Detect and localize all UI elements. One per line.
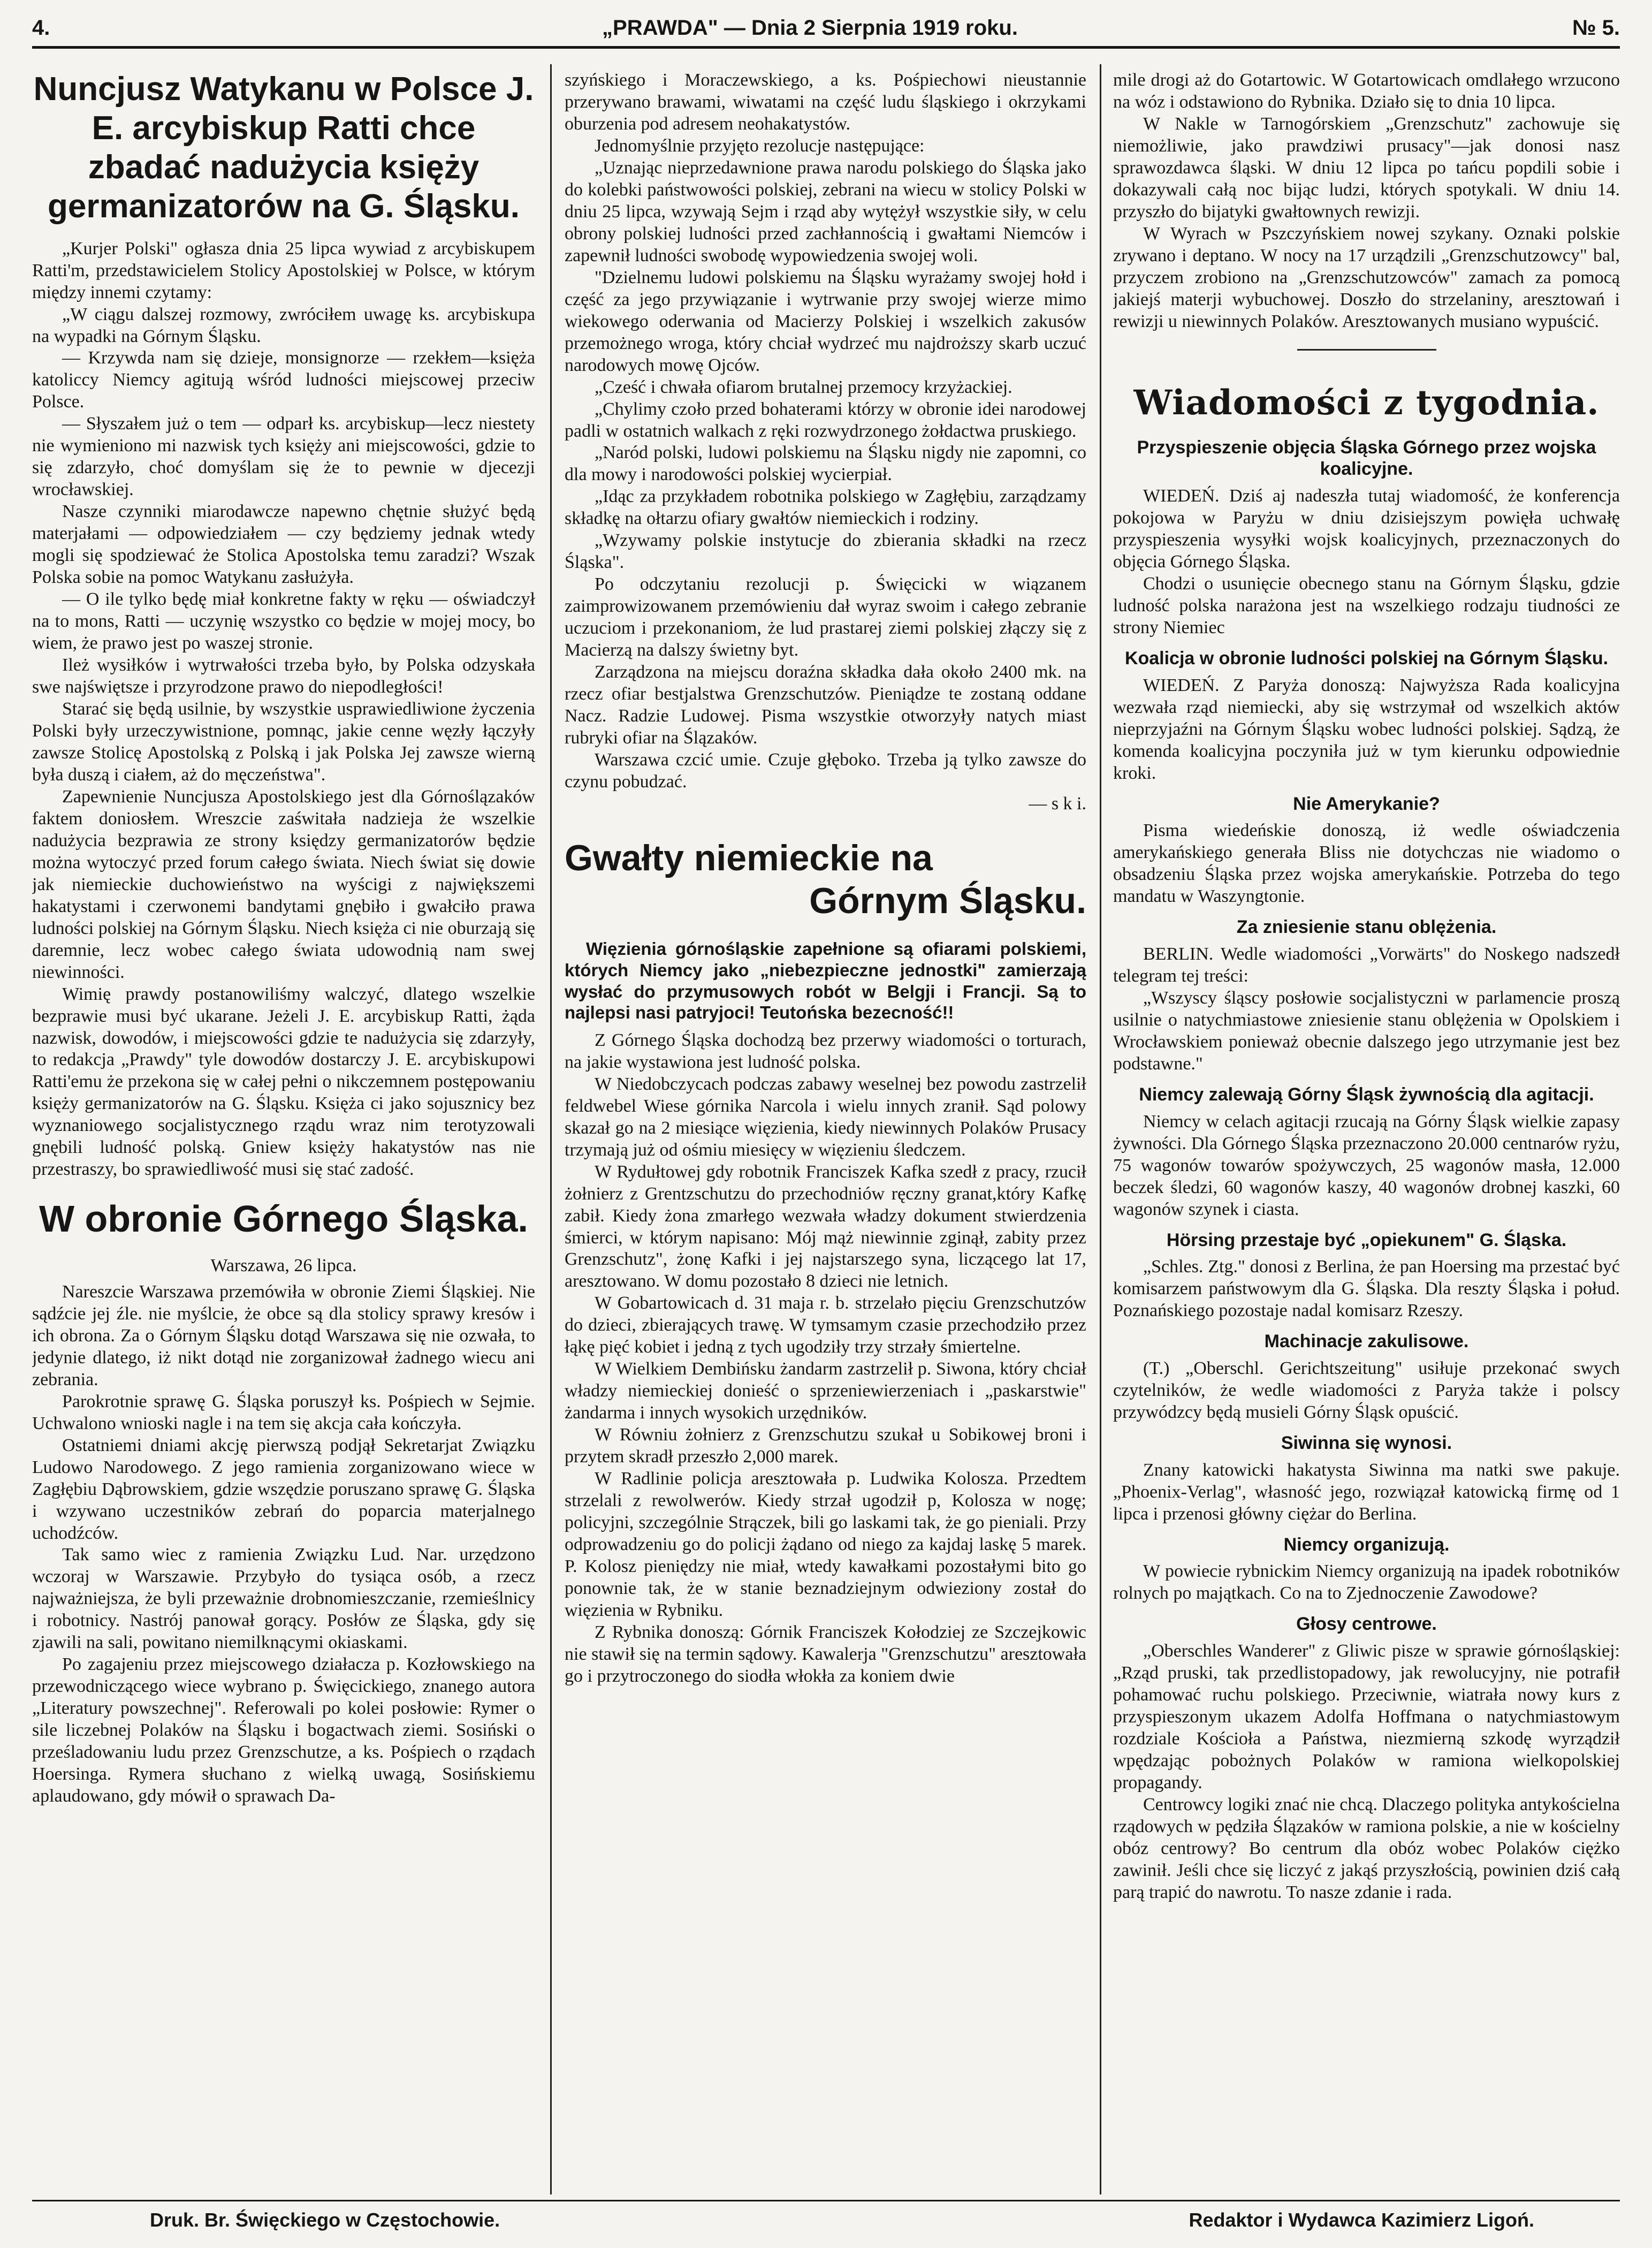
- paragraph: BERLIN. Wedle wiadomości „Vorwärts" do Noskego nadszedł telegram tej treści:: [1113, 944, 1620, 986]
- paragraph: (T.) „Oberschl. Gerichtszeitung" usiłuje przekonać swych czytelników, że wedle wiadomości z Paryża także i polscy przywódzcy będą musieli Górny Śląsk opuścić.: [1113, 1358, 1620, 1422]
- column-3: [1113, 70, 1620, 2200]
- paragraph: Znany katowicki hakatysta Siwinna ma natki swe pakuje. „Phoenix-Verlag", własność jego, rozwiązał katowicką firmę od 1 lipca i przenosi główny ciężar do Berlina.: [1113, 1460, 1620, 1524]
- page-header: [32, 11, 1620, 45]
- paragraph: Zarządzona na miejscu doraźna składka dała około 2400 mk. na rzecz ofiar bestjalstwa Grenzschutzów. Pieniądze te zostaną oddane Nacz. Radzie Ludowej. Pisma wszystkie otworzyły natych miast rubryki ofiar na Ślązaków.: [565, 662, 1086, 748]
- news-subhead: Hörsing przestaje być „opiekunem" G. Śląska.: [1166, 1229, 1567, 1250]
- headline-obrona: W obronie Górnego Śląska.: [39, 1198, 529, 1240]
- paragraph: "Dzielnemu ludowi polskiemu na Śląsku wyrażamy swojej hołd i część za jego przywiązanie i wytrwanie przy swojej wierze mimo wiekowego oderwania od Macierzy Polskiej i wszelkich zakusów przemożnego wroga, który chciał wydrzeć mu najdroższy skarb uczuć narodowych mowę Ojców.: [565, 267, 1086, 375]
- paragraph: W Nakle w Tarnogórskiem „Grenzschutz" zachowuje się niemożliwie, jako prawdziwi prusacy"—jak donosi nasz sprawozdawca śląski. W dniu 12 lipca po tańcu popdili sobie i dokazywali całą noc bijąc ludzi, których spotykali. W dniu 14. przyszło do bijatyki gwałtownych rewizji.: [1113, 113, 1620, 222]
- lead-paragraph: Więzienia górnośląskie zapełnione są ofiarami polskiemi, których Niemcy jako „niebezpieczne jednostki" zamierzają wysłać do przymusowych robót w Belgji i Francji. Są to najlepsi nasi patryjoci! Teutońska bezecność!!: [565, 939, 1086, 1023]
- paragraph: Z Górnego Śląska dochodzą bez przerwy wiadomości o torturach, na jakie wystawiona jest ludność polska.: [565, 1030, 1086, 1072]
- paragraph: mile drogi aż do Gotartowic. W Gotartowicach omdlałego wrzucono na wóz i odstawiono do Rybnika. Działo się to dnia 10 lipca.: [1113, 70, 1620, 112]
- signature: — s k i.: [1029, 793, 1086, 814]
- paragraph: Po odczytaniu rezolucji p. Święcicki w wiązanem zaimprowizowanem przemówieniu dał wyraz swoim i całego zebranie uczuciom i przekonaniom, że lud prastarej ziemi polskiej złączy się z Macierzą na dalszy świetny byt.: [565, 574, 1086, 660]
- news-subhead: Nie Amerykanie?: [1293, 793, 1440, 814]
- paragraph: „Chylimy czoło przed bohaterami którzy w obronie idei narodowej padli w ostatnich walkach z ręki rozwydrzonego żołdactwa pruskiego.: [565, 399, 1086, 441]
- article-nuncjusz: [32, 70, 535, 1181]
- news-subhead: Niemcy zalewają Górny Śląsk żywnością dla agitacji.: [1139, 1084, 1594, 1105]
- paragraph: Z Rybnika donoszą: Górnik Franciszek Kołodziej ze Szczejkowic nie stawił się na termin sądowy. Kawalerja "Grenzschutzu" aresztowała go i przytroczonego do siodła włokła za koniem dwie: [565, 1622, 1086, 1686]
- paragraph: — O ile tylko będę miał konkretne fakty w ręku — oświadczył na to mons, Ratti — uczynię wszystko co będzie w mojej mocy, bo wiem, że prawo jest po waszej stronie.: [32, 589, 535, 654]
- paragraph: „Wszyscy śląscy posłowie socjalistyczni w parlamencie proszą usilnie o natychmiastowe zniesienie stanu oblężenia w Opolskiem i Wrocławskiem ponieważ obecnie dalszego jego utrzymanie jest bez podstawne.": [1113, 988, 1620, 1074]
- news-subhead: Przyspieszenie objęcia Śląska Górnego przez wojska koalicyjne.: [1137, 437, 1596, 480]
- article-obrona-continued: [565, 70, 1086, 815]
- paragraph: „Kurjer Polski" ogłasza dnia 25 lipca wywiad z arcybiskupem Ratti'm, przedstawicielem Stolicy Apostolskiej w Polsce, w którym między innemi czytamy:: [32, 238, 535, 302]
- paragraph: „Schles. Ztg." donosi z Berlina, że pan Hoersing ma przestać być komisarzem państwowym dla G. Śląska. Dla reszty Śląska i połud. Poznańskiego pozostaje nadal komisarz Rzeszy.: [1113, 1257, 1620, 1321]
- paragraph: Jednomyślnie przyjęto rezolucje następujące:: [595, 135, 925, 156]
- paragraph: W Gobartowicach d. 31 maja r. b. strzelało pięciu Grenzschutzów do dzieci, zbierających trawę. W tymsamym czasie przechodziło przez łąkę pięć kobiet i jedną z tych ugodziły trzy strzały śmiertelne.: [565, 1293, 1086, 1357]
- paragraph: W Wyrach w Pszczyńskiem nowej szykany. Oznaki polskie zrywano i deptano. W nocy na 17 urządzili „Grenzschutzowcy" bal, przyczem zrobiono na „Grenzschutzowców" zamach za pomocą jakiejś materji wybuchowej. Doszło do strzelaniny, aresztowań i rewizji u niewinnych Polaków. Aresztowanych musiano wypuścić.: [1113, 223, 1620, 331]
- paragraph: „Cześć i chwała ofiarom brutalnej przemocy krzyżackiej.: [595, 377, 1012, 397]
- paragraph: W powiecie rybnickim Niemcy organizują na ipadek robotników rolnych po majątkach. Co na to Zjednoczenie Zawodowe?: [1113, 1561, 1620, 1604]
- paragraph: Po zagajeniu przez miejscowego działacza p. Kozłowskiego na przewodniczącego wiece wybrano p. Święcickiego, znanego autora „Literatury powszechnej". Referowali po kolei posłowie: Rymer o sile liczebnej Polaków na Śląsku i bogactwach ziemi. Sosiński o prześladowaniu ludu przez Grenzschutze, a ks. Pośpiech o rządach Hoersinga. Rymera słuchano z wielką uwagą, Sosińskiemu aplaudowano, gdy mówił o sprawach Da-: [32, 1654, 535, 1806]
- paragraph: W Równiu żołnierz z Grenzschutzu szukał u Sobikowej broni i przytem skradł przeszło 2,000 marek.: [565, 1425, 1086, 1467]
- page-number: 4.: [32, 16, 50, 40]
- paragraph: Tak samo wiec z ramienia Związku Lud. Nar. urzędzono wczoraj w Warszawie. Przybyło do tysiąca osób, a rzecz najważniejsza, że byli przeważnie drobnomieszczanie, rzemieślnicy i robotnicy. Nastrój panował gorący. Posłów ze Śląska, gdy się zjawili na sali, powitano niemilknącymi okiaskami.: [32, 1545, 535, 1653]
- news-subhead: Siwinna się wynosi.: [1281, 1432, 1452, 1453]
- headline-line: Gwałty niemieckie na: [565, 837, 933, 878]
- editor-credit: Redaktor i Wydawca Kazimierz Ligoń.: [1189, 2209, 1534, 2231]
- masthead-line: „PRAWDA" — Dnia 2 Sierpnia 1919 roku.: [602, 16, 1018, 40]
- news-subhead: Niemcy organizują.: [1283, 1534, 1450, 1555]
- paragraph: Centrowcy logiki znać nie chcą. Dlaczego polityka antykościelna rządowych w pędziła Ślązaków w ramiona polskie, a nie w kościelny obóz centrowy? Bo centrum dla obóz wobec Polaków ciężko zawinił. Jeśli chce się liczyć z jakąś przyszłością, powinien dziś całą parą trapić do nawrotu. To nasze zdanie i rada.: [1113, 1794, 1620, 1902]
- newspaper-page: [32, 11, 1620, 2237]
- section-divider: [1297, 349, 1436, 351]
- column-2: [565, 70, 1086, 2200]
- headline-gwalty: [565, 837, 1086, 922]
- section-title: Wiadomości z tygodnia.: [1133, 382, 1600, 423]
- column-divider-1: [550, 64, 552, 2194]
- headline-nuncjusz: Nuncjusz Watykanu w Polsce J. E. arcybiskup Ratti chce zbadać nadużycia księży germanizatorów na G. Śląsku.: [33, 71, 534, 225]
- paragraph: — Słyszałem już o tem — odparł ks. arcybiskup—lecz niestety nie wymieniono mi nazwisk tych księży ani miejscowości, gdzie to się zdarzyło, choć domyślam się że to pewnie w djecezji wrocławskiej.: [32, 414, 535, 500]
- paragraph: W Rydułtowej gdy robotnik Franciszek Kafka szedł z pracy, rzucił żołnierz z Grentzschutzu do przechodniów ręczny granat,który Kafkę zabił. Kiedy żona zmarłego wezwała władzy dokument stwierdzenia śmierci, w którym napisano: Mój mąż niewinnie zginął, zabity przez Grenzschutz", żonę Kafki i jej najstarszego syna, liczącego lat 17, aresztowano. W domu pozostało 8 dzieci nie letnich.: [565, 1161, 1086, 1292]
- paragraph: WIEDEŃ. Z Paryża donoszą: Najwyższa Rada koalicyjna wezwała rząd niemiecki, aby się wstrzymał od wszelkich aktów nieprzyjaźni na Górnym Śląsku wobec ludności polskiej. Sądzą, że komenda koalicyjna poczyniła już w tym kierunku odpowiednie kroki.: [1113, 675, 1620, 783]
- paragraph: szyńskiego i Moraczewskiego, a ks. Pośpiechowi nieustannie przerywano brawami, wiwatami na część ludu śląskiego i okrzykami oburzenia pod adresem neohakatystów.: [565, 70, 1086, 134]
- paragraph: Nareszcie Warszawa przemówiła w obronie Ziemi Śląskiej. Nie sądźcie jej źle. nie myślcie, że obce są dla stolicy sprawy kresów i ich obrona. Za o Górnym Śląsku dotąd Warszawa się nie ozwała, to jedynie dlatego, iż nikt dotąd nie zorganizował żadnego wiecu ani zebrania.: [32, 1281, 535, 1389]
- footer-rule: [32, 2200, 1620, 2201]
- dateline: Warszawa, 26 lipca.: [210, 1255, 357, 1275]
- paragraph: Wimię prawdy postanowiliśmy walczyć, dlatego wszelkie bezprawie musi być ukarane. Jeżeli J. E. arcybiskup Ratti, żąda nazwisk, dowodów, i miejscowości gdzie te nadużycia się zdarzyły, to redakcja „Prawdy" tyle dowodów dostarczy J. E. arcybiskupowi Ratti'emu że przekona się w całej pełni o nikczemnem postępowaniu księży germanizatorów na G. Śląsku. Księża ci jako sojusznicy bez wyznaniowego socjalistycznego rządu wraz nim terotyzowali gnębili ludność polską. Gniew księży hakatystów nas nie przestraszy, bo sprawiedliwość musi się stać zadość.: [32, 984, 535, 1180]
- article-gwalty-continued: [1113, 70, 1620, 333]
- paragraph: Warszawa czcić umie. Czuje głęboko. Trzeba ją tylko zawsze do czynu pobudzać.: [565, 750, 1086, 792]
- paragraph: „W ciągu dalszej rozmowy, zwróciłem uwagę ks. arcybiskupa na wypadki na Górnym Śląsku.: [32, 304, 535, 346]
- header-rule: [32, 46, 1620, 49]
- paragraph: Ileż wysiłków i wytrwałości trzeba było, by Polska odzyskała swe najświętsze i przyrodzone prawo do niepodległości!: [32, 655, 535, 697]
- column-divider-2: [1100, 64, 1101, 2194]
- paragraph: Niemcy w celach agitacji rzucają na Górny Śląsk wielkie zapasy żywności. Dla Górnego Śląska przeznaczono 20.000 centnarów ryżu, 75 wagonów towarów spożywczych, 25 wagonów masła, 12.000 beczek śledzi, 60 wagonów kaszy, 40 wagonów drobnej kaszki, 60 wagonów szynek i ciasta.: [1113, 1111, 1620, 1219]
- paragraph: Parokrotnie sprawę G. Śląska poruszył ks. Pośpiech w Sejmie. Uchwalono wnioski nagle i na tem się akcja cała kończyła.: [32, 1391, 535, 1433]
- article-gwalty: [565, 837, 1086, 1688]
- paragraph: WIEDEŃ. Dziś aj nadeszła tutaj wiadomość, że konferencja pokojowa w Paryżu w dniu dzisiejszym powięła uchwałę przyspieszenia wysyłki wojsk koalicyjnych, przeznaczonych do objęcia Górnego Śląska.: [1113, 486, 1620, 572]
- printer-credit: Druk. Br. Święckiego w Częstochowie.: [150, 2209, 500, 2231]
- column-1: [32, 70, 535, 2200]
- news-subhead: Za zniesienie stanu oblężenia.: [1236, 917, 1497, 938]
- paragraph: W Radlinie policja aresztowała p. Ludwika Kolosza. Przedtem strzelali z rewolwerów. Kiedy strzał ugodził p, Kolosza w nogę; policyjni, szczególnie Strączek, bili go laskami tak, że go pieniali. Przy odprowadzeniu go do policji żądano od niego za kajdaj laskę 5 marek. P. Kolosz pieniędzy nie miał, wtedy kawałkami pozostałymi bito go ponownie tak, że w stanie beznadziejnym odwieziony został do więzienia w Rybniku.: [565, 1469, 1086, 1620]
- paragraph: Chodzi o usunięcie obecnego stanu na Górnym Śląsku, gdzie ludność polska narażona jest na wszelkiego rodzaju tiudności ze strony Niemiec: [1113, 574, 1620, 638]
- page-footer: [32, 2205, 1620, 2235]
- paragraph: Starać się będą usilnie, by wszystkie usprawiedliwione życzenia Polski były urzeczywistnione, pomnąc, jakie cenne węzły łączyły zawsze Stolicę Apostolską z Polską i jak Polska Jej zawsze wierną była duszą i ciałem, aż do męczeństwa".: [32, 698, 535, 785]
- paragraph: „Naród polski, ludowi polskiemu na Śląsku nigdy nie zapomni, co dla mowy i narodowości polskiej wycierpiał.: [565, 443, 1086, 485]
- paragraph: Pisma wiedeńskie donoszą, iż wedle oświadczenia amerykańskiego generała Bliss nie dotychczas nie wiadomo o obsadzeniu Śląska przez wojska amerykańskie. Potrzeba do tego mandatu w Waszyngtonie.: [1113, 821, 1620, 907]
- paragraph: W Niedobczycach podczas zabawy weselnej bez powodu zastrzelił feldwebel Wiese górnika Narcola i wielu innych zranił. Sąd polowy skazał go na 2 miesiące więzienia, kiedy niewinnych Polaków Prusacy trzymają już od ośmiu miesięcy w więzieniu śledczem.: [565, 1074, 1086, 1160]
- paragraph: — Krzywda nam się dzieje, monsignorze — rzekłem—księża katoliccy Niemcy agitują wśród ludności miejscowej przeciw Polsce.: [32, 348, 535, 412]
- paragraph: Ostatniemi dniami akcję pierwszą podjął Sekretarjat Związku Ludowo Narodowego. Z jego ramienia zorganizowano wiece w Zagłębiu Dąbrowskiem, gdzie wszędzie poruszano sprawę G. Śląska i wzywano uczestników zebrań do poparcia materjalnego uchodźców.: [32, 1435, 535, 1543]
- news-subhead: Machinacje zakulisowe.: [1264, 1331, 1469, 1352]
- paragraph: Nasze czynniki miarodawcze napewno chętnie służyć będą materjałami — odpowiedziałem — czy będziemy jednak wtedy mogli się spodziewać że Stolica Apostolska temu zaradzi? Wszak Polska sobie na pomoc Watykanu zasłużyła.: [32, 502, 535, 588]
- paragraph: „Wzywamy polskie instytucje do zbierania składki na rzecz Śląska".: [565, 530, 1086, 573]
- paragraph: „Uznając nieprzedawnione prawa narodu polskiego do Śląska jako do kolebki państwowości polskiej, zebrani na wiecu w stolicy Polski w dniu 25 lipca, wzywają Sejm i rząd aby wytężył wszystkie siły, w celu obrony polskiej ludności przed zachłannością i gwałtami Niemców i zapewnił ludności swobodę wypowiedzenia swojej woli.: [565, 157, 1086, 265]
- issue-number: № 5.: [1572, 16, 1620, 40]
- headline-line: Górnym Śląsku.: [809, 880, 1086, 922]
- paragraph: Zapewnienie Nuncjusza Apostolskiego jest dla Górnoślązaków faktem doniosłem. Wreszcie zaświtała nadzieja że wszelkie nadużycia bezprawia ze strony księdzy germanizatorów będzie można wytoczyć przed forum całego świata. Niech świat się dowie jak niemieckie duchowieństwo na wyścigi z największemi hakatystami i czerwonemi bandytami gnębiło i gwałciło prawa ludności polskiej na Górnym Śląsku. Niech księża ci nie oburzają się daremnie, lecz wobec całego świata udowodnią nam swej niewinności.: [32, 786, 535, 982]
- section-wiadomosci: [1113, 383, 1620, 1904]
- paragraph: „Idąc za przykładem robotnika polskiego w Zagłębiu, zarządzamy składkę na ołtarzu ofiary gwałtów niemieckich i rodziny.: [565, 487, 1086, 529]
- article-obrona: [32, 1197, 535, 1807]
- paragraph: W Wielkiem Dembińsku żandarm zastrzelił p. Siwona, który chciał władzy niemieckiej donieść o sprzeniewierzeniach i „paskarstwie" żandarma i innych wysokich urzędników.: [565, 1359, 1086, 1423]
- news-subhead: Głosy centrowe.: [1296, 1614, 1437, 1635]
- paragraph: „Oberschles Wanderer" z Gliwic pisze w sprawie górnośląskiej: „Rząd pruski, tak przedlistopadowy, jak rewolucyjny, nie potrafił pohamować ruchu polskiego. Przeciwnie, wiatrała nowy kurs z przyspieszonym ukazem Adolfa Hoffmana o natychmiastowym rozdziale Kościoła a Państwa, niezmierną szkodę wyrządził wpędzając pobożnych Polaków w ramiona wielkopolskiej propagandy.: [1113, 1641, 1620, 1793]
- news-subhead: Koalicja w obronie ludności polskiej na Górnym Śląsku.: [1124, 648, 1609, 669]
